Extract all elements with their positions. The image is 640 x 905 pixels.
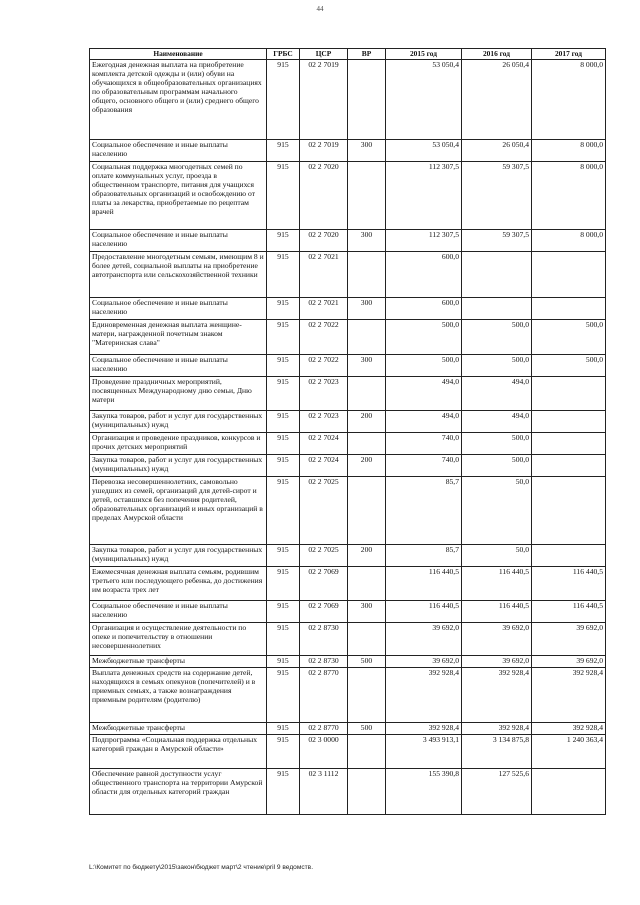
row-2017: 1 240 363,4 [532,734,606,768]
page-number: 44 [316,5,324,13]
row-csr: 02 2 7023 [300,411,348,433]
row-grbs: 915 [267,298,300,320]
table-row [90,355,606,377]
row-2015: 494,0 [386,411,462,433]
row-2015: 392 928,4 [386,722,462,734]
row-2017: 392 928,4 [532,722,606,734]
row-csr: 02 2 7022 [300,320,348,355]
row-name: Социальное обеспечение и иные выплаты населению [90,298,267,320]
row-2015: 85,7 [386,545,462,567]
row-name: Социальное обеспечение и иные выплаты населению [90,140,267,162]
row-vr: 300 [348,601,386,623]
row-name: Межбюджетные трансферты [90,656,267,668]
row-2016: 39 692,0 [462,656,532,668]
row-vr [348,377,386,411]
row-2016: 50,0 [462,545,532,567]
row-2017: 116 440,5 [532,601,606,623]
row-vr: 300 [348,355,386,377]
row-csr: 02 2 7021 [300,252,348,298]
row-2017 [532,433,606,455]
row-vr [348,162,386,230]
row-csr: 02 2 7019 [300,60,348,140]
row-grbs: 915 [267,433,300,455]
row-csr: 02 2 7022 [300,355,348,377]
row-name: Закупка товаров, работ и услуг для государственных (муниципальных) нужд [90,411,267,433]
row-2017: 116 440,5 [532,567,606,601]
row-2016 [462,298,532,320]
row-grbs: 915 [267,411,300,433]
row-2015: 112 307,5 [386,162,462,230]
row-2015: 53 050,4 [386,60,462,140]
row-name: Социальное обеспечение и иные выплаты населению [90,230,267,252]
table-row [90,298,606,320]
row-csr: 02 2 7024 [300,433,348,455]
row-grbs: 915 [267,768,300,814]
row-2015: 494,0 [386,377,462,411]
row-2015: 392 928,4 [386,667,462,722]
row-2017 [532,545,606,567]
header-vr: ВР [348,49,386,60]
row-csr: 02 2 7019 [300,140,348,162]
header-2017: 2017 год [532,49,606,60]
row-name: Закупка товаров, работ и услуг для государственных (муниципальных) нужд [90,545,267,567]
row-grbs: 915 [267,140,300,162]
header-name: Наименование [90,49,267,60]
table-row [90,734,606,768]
row-grbs: 915 [267,623,300,656]
row-vr [348,252,386,298]
table-row [90,656,606,668]
row-csr: 02 2 8730 [300,656,348,668]
row-2016: 59 307,5 [462,162,532,230]
row-vr [348,567,386,601]
row-csr: 02 2 8730 [300,623,348,656]
row-2015: 39 692,0 [386,623,462,656]
table-row [90,377,606,411]
table-row [90,667,606,722]
row-vr [348,320,386,355]
row-2016: 500,0 [462,455,532,477]
row-csr: 02 2 7021 [300,298,348,320]
row-2015: 39 692,0 [386,656,462,668]
row-2017 [532,477,606,545]
row-name: Социальное обеспечение и иные выплаты населению [90,601,267,623]
row-2015: 155 390,8 [386,768,462,814]
row-name: Проведение праздничных мероприятий, посвященных Международному дню семьи, Дню матери [90,377,267,411]
row-vr: 200 [348,411,386,433]
row-name: Перевозка несовершеннолетних, самовольно ушедших из семей, организаций для детей-сирот и детей, оставшихся без попечения родителей, образовательных организаций и иных организаций в пределах Амурской области [90,477,267,545]
row-csr: 02 2 8770 [300,667,348,722]
row-name: Организация и осуществление деятельности по опеке и попечительству в отношении несовершеннолетних [90,623,267,656]
row-vr [348,667,386,722]
row-name: Единовременная денежная выплата женщине-матери, награжденной почетным знаком "Материнская слава" [90,320,267,355]
row-2016: 3 134 875,8 [462,734,532,768]
row-2016: 26 050,4 [462,140,532,162]
row-grbs: 915 [267,722,300,734]
row-grbs: 915 [267,162,300,230]
row-name: Выплата денежных средств на содержание детей, находящихся в семьях опекунов (попечителей) и в приемных семьях, а также вознаграждения приемным родителям (родителю) [90,667,267,722]
row-2017: 39 692,0 [532,656,606,668]
table-body [90,60,606,815]
row-2015: 112 307,5 [386,230,462,252]
row-2017: 8 000,0 [532,162,606,230]
row-vr: 300 [348,298,386,320]
row-2016: 59 307,5 [462,230,532,252]
row-2015: 116 440,5 [386,601,462,623]
row-2016: 116 440,5 [462,601,532,623]
row-2016: 500,0 [462,320,532,355]
row-grbs: 915 [267,734,300,768]
table-header [90,49,606,60]
header-csr: ЦСР [300,49,348,60]
row-name: Организация и проведение праздников, конкурсов и прочих детских мероприятий [90,433,267,455]
row-2016: 39 692,0 [462,623,532,656]
row-grbs: 915 [267,252,300,298]
table-row [90,601,606,623]
row-vr [348,623,386,656]
row-2017 [532,455,606,477]
row-csr: 02 2 7069 [300,601,348,623]
row-2016: 116 440,5 [462,567,532,601]
row-grbs: 915 [267,60,300,140]
row-2017: 500,0 [532,320,606,355]
row-grbs: 915 [267,230,300,252]
row-2016: 50,0 [462,477,532,545]
row-2017 [532,768,606,814]
row-name: Социальная поддержка многодетных семей по оплате коммунальных услуг, проезда в общественном транспорте, питания для учащихся образовательных организаций и освобождению от платы за лекарства, приобретаемые по рецептам врачей [90,162,267,230]
row-grbs: 915 [267,567,300,601]
row-2015: 116 440,5 [386,567,462,601]
row-2015: 740,0 [386,455,462,477]
row-name: Ежемесячная денежная выплата семьям, родившим третьего или последующего ребенка, до достижения им возраста трех лет [90,567,267,601]
header-2015: 2015 год [386,49,462,60]
table-row [90,768,606,814]
row-2016: 500,0 [462,355,532,377]
row-grbs: 915 [267,455,300,477]
table-row [90,477,606,545]
row-csr: 02 3 0000 [300,734,348,768]
row-csr: 02 2 7069 [300,567,348,601]
row-vr: 300 [348,230,386,252]
row-2015: 3 493 913,1 [386,734,462,768]
row-vr [348,433,386,455]
header-2016: 2016 год [462,49,532,60]
row-2016: 500,0 [462,433,532,455]
row-csr: 02 2 7020 [300,162,348,230]
row-grbs: 915 [267,667,300,722]
row-csr: 02 2 7023 [300,377,348,411]
table-row [90,320,606,355]
row-2017 [532,411,606,433]
row-vr [348,768,386,814]
row-name: Социальное обеспечение и иные выплаты населению [90,355,267,377]
table-row [90,140,606,162]
row-2016: 26 050,4 [462,60,532,140]
row-grbs: 915 [267,377,300,411]
row-vr: 200 [348,545,386,567]
row-2016 [462,252,532,298]
row-vr [348,477,386,545]
table-row [90,60,606,140]
header-grbs: ГРБС [267,49,300,60]
row-csr: 02 2 7025 [300,477,348,545]
row-name: Межбюджетные трансферты [90,722,267,734]
table-row [90,455,606,477]
row-vr: 500 [348,722,386,734]
row-csr: 02 2 7025 [300,545,348,567]
row-2016: 494,0 [462,411,532,433]
row-vr: 300 [348,140,386,162]
row-grbs: 915 [267,477,300,545]
table-row [90,252,606,298]
table-row [90,230,606,252]
row-name: Предоставление многодетным семьям, имеющим 8 и более детей, социальной выплаты на приобретение автотранспорта или сельскохозяйственной техники [90,252,267,298]
row-2017: 39 692,0 [532,623,606,656]
row-grbs: 915 [267,355,300,377]
row-2017 [532,252,606,298]
row-2017 [532,298,606,320]
row-2017: 392 928,4 [532,667,606,722]
row-name: Закупка товаров, работ и услуг для государственных (муниципальных) нужд [90,455,267,477]
row-2016: 127 525,6 [462,768,532,814]
row-vr [348,734,386,768]
row-grbs: 915 [267,545,300,567]
row-name: Обеспечение равной доступности услуг общественного транспорта на территории Амурской области для отдельных категорий граждан [90,768,267,814]
row-2015: 740,0 [386,433,462,455]
table-row [90,722,606,734]
table-row [90,545,606,567]
row-csr: 02 2 7024 [300,455,348,477]
row-grbs: 915 [267,320,300,355]
row-2016: 494,0 [462,377,532,411]
row-2017: 8 000,0 [532,230,606,252]
row-2015: 53 050,4 [386,140,462,162]
row-2015: 500,0 [386,355,462,377]
row-csr: 02 2 8770 [300,722,348,734]
table-row [90,433,606,455]
row-2016: 392 928,4 [462,667,532,722]
row-2017: 8 000,0 [532,60,606,140]
budget-table [89,48,606,815]
file-path-footer: L:\Комитет по бюджету\2015\закон\бюджет март\2 чтение\pril 9 ведомств. [89,864,314,871]
row-csr: 02 2 7020 [300,230,348,252]
row-name: Подпрограмма «Социальная поддержка отдельных категорий граждан в Амурской области» [90,734,267,768]
row-vr: 500 [348,656,386,668]
table-row [90,567,606,601]
row-2016: 392 928,4 [462,722,532,734]
row-grbs: 915 [267,656,300,668]
row-csr: 02 3 1112 [300,768,348,814]
row-name: Ежегодная денежная выплата на приобретение комплекта детской одежды и (или) обуви на обучающихся в общеобразовательных организациях по образовательным программам начального общего, основного общего и (или) среднего общего образования [90,60,267,140]
row-grbs: 915 [267,601,300,623]
row-2015: 600,0 [386,252,462,298]
row-2015: 500,0 [386,320,462,355]
row-2017: 8 000,0 [532,140,606,162]
row-2017: 500,0 [532,355,606,377]
row-vr [348,60,386,140]
row-2015: 600,0 [386,298,462,320]
table-row [90,162,606,230]
row-2015: 85,7 [386,477,462,545]
row-vr: 200 [348,455,386,477]
row-2017 [532,377,606,411]
table-row [90,411,606,433]
table-row [90,623,606,656]
